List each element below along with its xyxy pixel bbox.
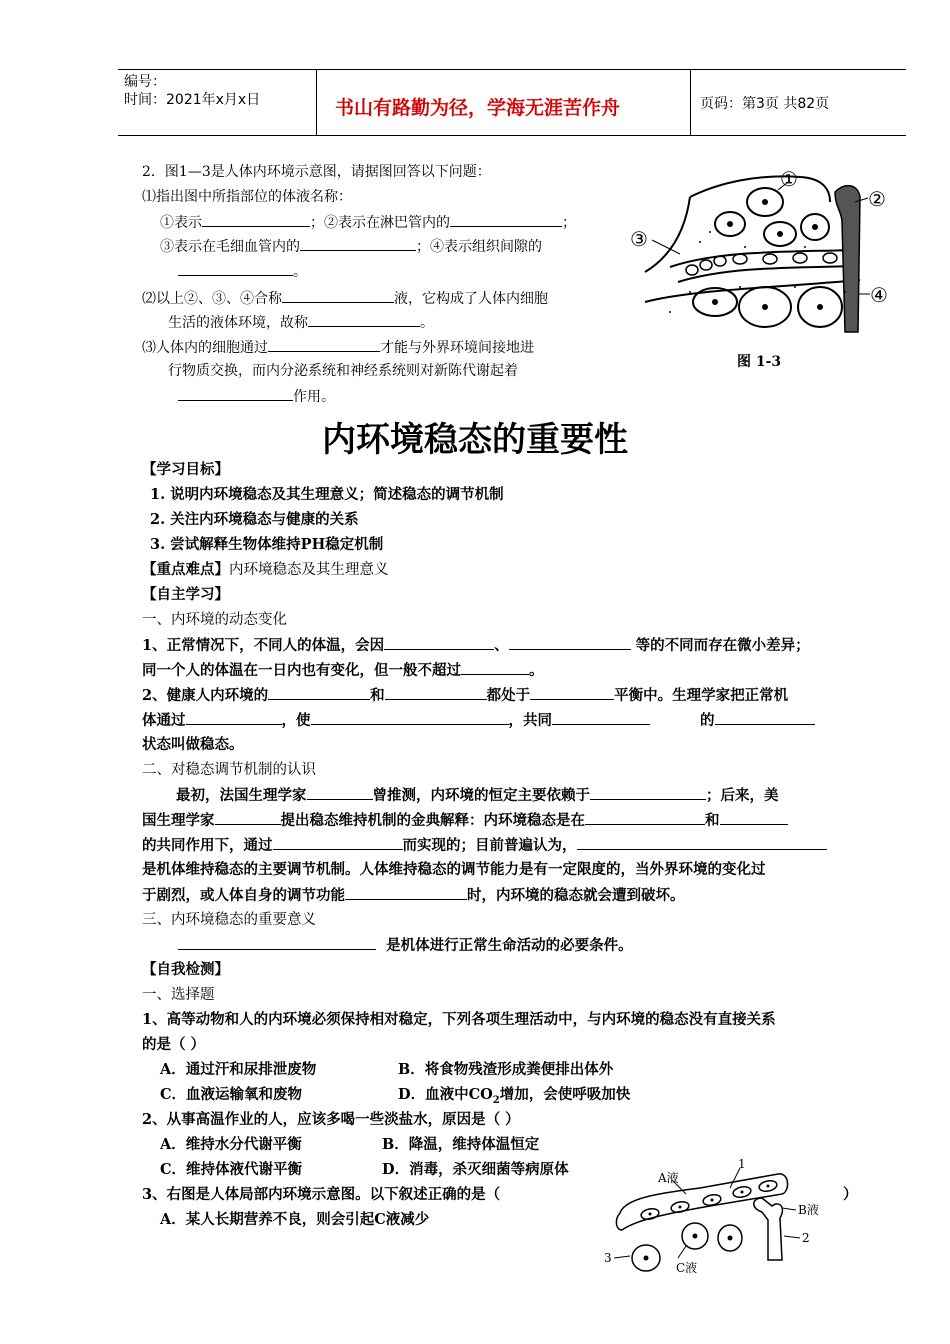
q2-part1-line1: ①表示 ；②表示在淋巴管内的 ； <box>160 212 576 232</box>
section-3-title: 三、内环境稳态的重要意义 <box>142 912 316 928</box>
goal-item-2: 2. 关注内环境稳态与健康的关系 <box>150 511 359 528</box>
choice-subheading: 一、选择题 <box>142 987 215 1003</box>
cq3-close-paren: ） <box>843 1186 858 1203</box>
goal-item-1: 1. 说明内环境稳态及其生理意义；简述稳态的调节机制 <box>150 486 504 503</box>
s3-line-1: 是机体进行正常生命活动的必要条件。 <box>178 935 633 956</box>
cq2-option-a: A．维持水分代谢平衡 <box>160 1136 302 1153</box>
q2-part2-line1: ⑵以上②、③、④合称 液，它构成了人体内细胞 <box>142 288 548 308</box>
cq1-line-1: 1、高等动物和人的内环境必须保持相对稳定，下列各项生理活动中，与内环境的稳态没有直接关系 <box>142 1011 776 1028</box>
header-top-border <box>118 69 906 70</box>
q2-part3-line1: ⑶人体内的细胞通过 才能与外界环境间接地进 <box>142 337 534 357</box>
s1-line-3: 2、健康人内环境的 和 都处于 平衡中。生理学家把正常机 <box>142 687 789 704</box>
q2-part3-line3: 作用。 <box>178 386 335 406</box>
header-time-label: 时间：2021年x月x日 <box>124 92 261 108</box>
goals-heading: 【学习目标】 <box>142 461 229 478</box>
cq2-option-b: B．降温，维持体温恒定 <box>382 1136 540 1153</box>
key-points: 【重点难点】内环境稳态及其生理意义 <box>142 561 389 578</box>
s1-line-5: 状态叫做稳态。 <box>142 736 244 753</box>
header-motto: 书山有路勤为径，学海无涯苦作舟 <box>335 97 621 119</box>
q2-part2-line2: 生活的液体环境，故称 。 <box>168 312 434 332</box>
section-1-title: 一、内环境的动态变化 <box>142 612 287 628</box>
cq1-option-a: A．通过汗和尿排泄废物 <box>160 1061 317 1078</box>
s2-line-3: 的共同作用下，通过 而实现的；目前普遍认为， <box>142 835 827 856</box>
header-page-label: 页码：第3页 共82页 <box>700 96 830 112</box>
q2-part1-title: ⑴指出图中所指部位的体液名称： <box>142 189 352 205</box>
header-code-label: 编号： <box>124 74 166 90</box>
section-2-title: 二、对稳态调节机制的认识 <box>142 762 316 778</box>
self-check-heading: 【自我检测】 <box>142 961 229 978</box>
cq2-option-d: D．消毒，杀灭细菌等病原体 <box>382 1161 569 1178</box>
marker-1: ① <box>780 167 798 191</box>
s1-line-2: 同一个人的体温在一日内也有变化，但一般不超过 。 <box>142 662 544 679</box>
q3-label-b: B液 <box>798 1203 819 1217</box>
cq2-option-c: C．维持体液代谢平衡 <box>160 1161 303 1178</box>
cq3-line-1: 3、右图是人体局部内环境示意图。以下叙述正确的是（ <box>142 1186 501 1203</box>
q2-intro: 2．图1—3是人体内环境示意图，请据图回答以下问题： <box>142 164 491 180</box>
self-study-heading: 【自主学习】 <box>142 586 229 603</box>
q3-label-2: 2 <box>802 1231 810 1245</box>
header-divider-1 <box>316 69 317 136</box>
q3-label-a: A液 <box>658 1171 679 1185</box>
cq1-option-c: C．血液运输氧和废物 <box>160 1086 303 1103</box>
s1-line-4: 体通过 ，使 ，共同 的 <box>142 710 815 731</box>
s2-line-5: 于剧烈，或人体自身的调节功能 时，内环境的稳态就会遭到破坏。 <box>142 887 685 904</box>
q2-part3-line2: 行物质交换，而内分泌系统和神经系统则对新陈代谢起着 <box>168 363 518 379</box>
cq1-option-d: D．血液中$CO_2$增加，会使呼吸加快 <box>398 1086 631 1106</box>
cq1-option-b: B．将食物残渣形成粪便排出体外 <box>398 1061 614 1078</box>
marker-2: ② <box>868 187 886 211</box>
s2-line-4: 是机体维持稳态的主要调节机制。人体维持稳态的调节能力是有一定限度的，当外界环境的变化过 <box>142 861 766 878</box>
q3-label-c: C液 <box>676 1261 698 1275</box>
header-divider-2 <box>690 69 691 136</box>
figure-1-3-caption: 图 1-3 <box>737 354 782 370</box>
q2-part1-line3: 。 <box>178 261 307 281</box>
marker-4: ④ <box>870 283 888 307</box>
s2-line-1: 最初，法国生理学家 曾推测，内环境的恒定主要依赖于 ；后来，美 <box>176 787 779 804</box>
tissue-bottom-edge <box>645 280 860 302</box>
figure-q3-diagram <box>600 1158 840 1278</box>
tissue-left-edge <box>645 197 690 272</box>
goal-item-3: 3. 尝试解释生物体维持PH稳定机制 <box>150 536 384 553</box>
header-bottom-border <box>118 135 906 136</box>
figure-1-3-diagram <box>630 162 900 342</box>
cq1-line-2: 的是（ ） <box>142 1036 206 1053</box>
lymph-vessel <box>835 186 860 332</box>
s2-line-2: 国生理学家 提出稳态维持机制的金典解释：内环境稳态是在 和 <box>142 810 788 831</box>
cq2-line-1: 2、从事高温作业的人，应该多喝一些淡盐水，原因是（ ） <box>142 1111 520 1128</box>
q3-label-3: 3 <box>604 1251 612 1265</box>
page-title: 内环境稳态的重要性 <box>322 420 628 460</box>
q2-part1-line2: ③表示在毛细血管内的 ；④表示组织间隙的 <box>160 236 542 256</box>
marker-3: ③ <box>630 227 648 251</box>
cq3-option-a: A．某人长期营养不良，则会引起C液减少 <box>160 1211 430 1228</box>
q3-label-1: 1 <box>738 1158 746 1171</box>
s1-line-1: 1、正常情况下，不同人的体温，会因 、 等的不同而存在微小差异； <box>142 637 810 654</box>
